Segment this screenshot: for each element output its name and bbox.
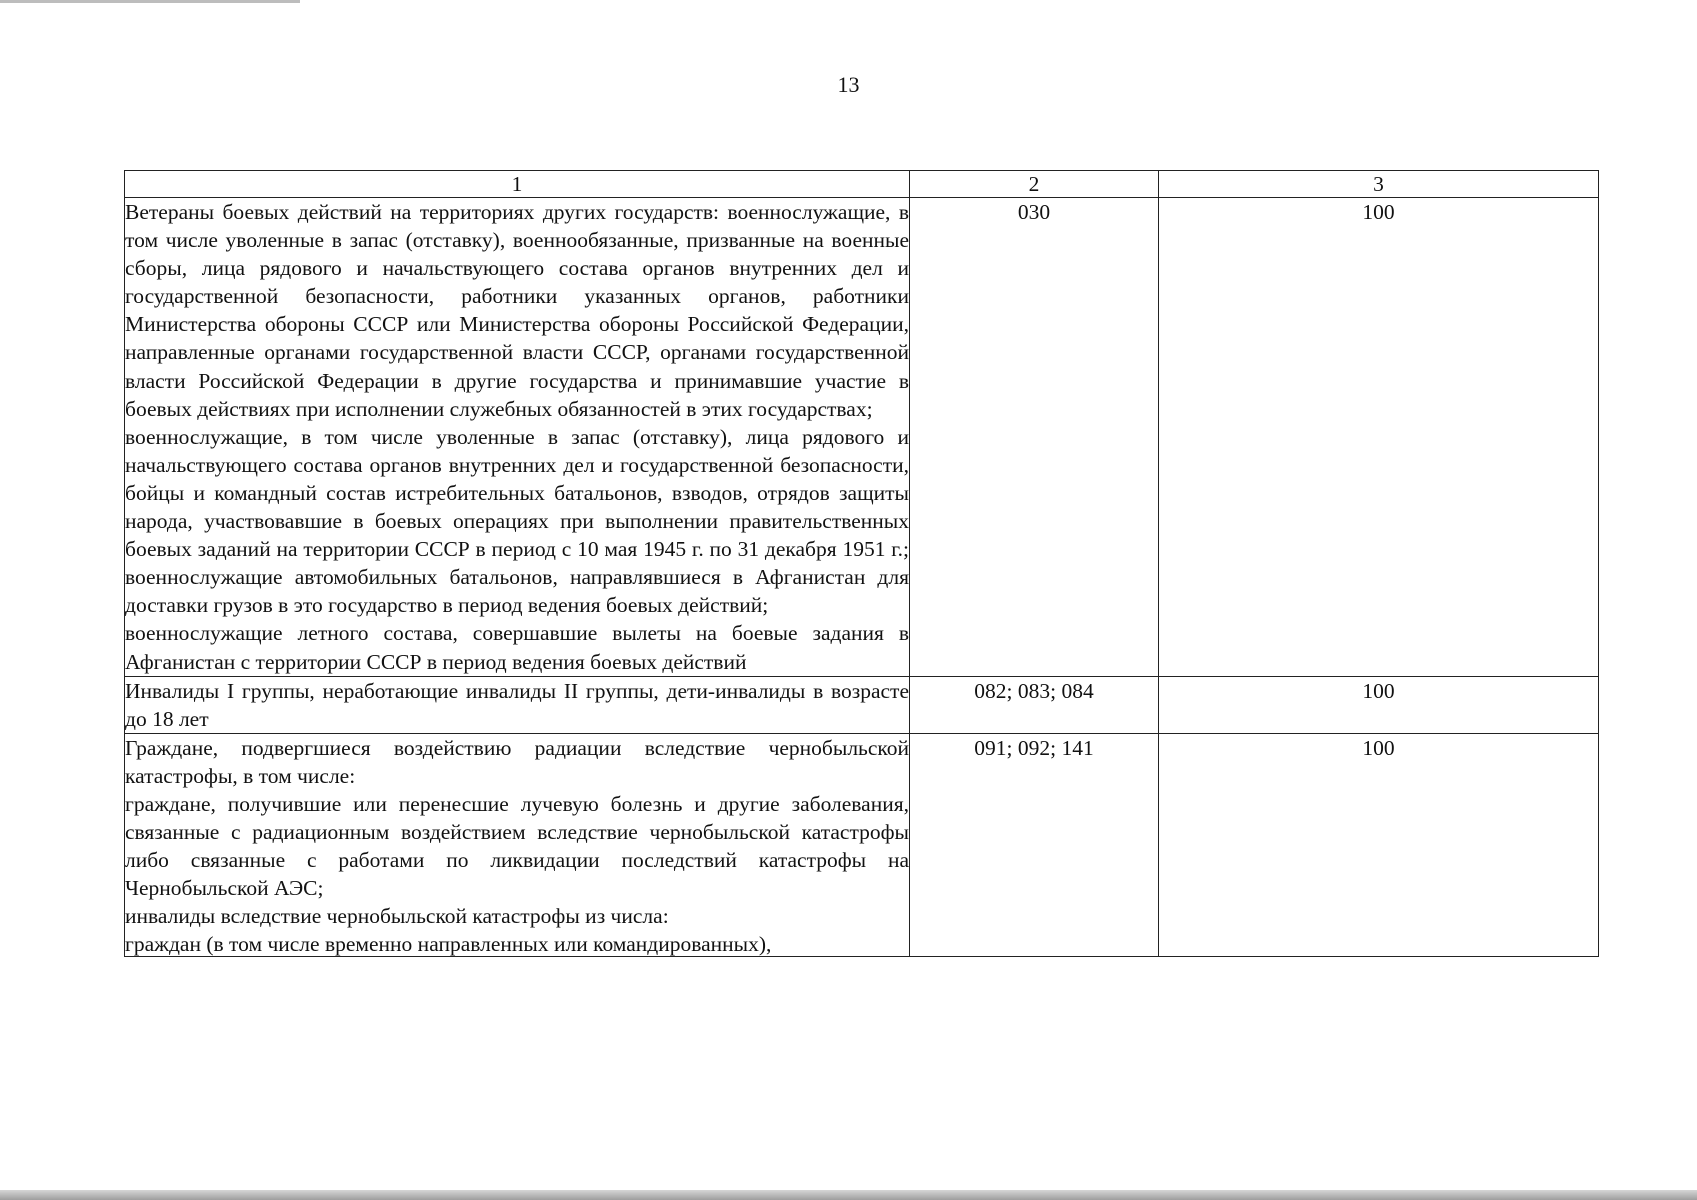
- scan-bottom-edge: [0, 1190, 1697, 1200]
- row-description: [125, 676, 910, 733]
- description-paragraph: Инвалиды I группы, неработающие инвалиды II группы, дети-инвалиды в возрасте до 18 лет: [125, 678, 909, 731]
- description-paragraph: Ветераны боевых действий на территориях других государств: военнослужащие, в том числе уволенные в запас (отставку), военнообязанные, призванные на военные сборы, лица рядового и начальствующего состава органов внутренних дел и государственной безопасности, работники указанных органов, работники Министерства обороны СССР или Министерства обороны Российской Федерации, направленные органами государственной власти СССР, органами государственной власти Российской Федерации в другие государства и принимавшие участие в боевых действиях при исполнении служебных обязанностей в этих государствах;: [125, 200, 909, 421]
- row-description: [125, 733, 910, 956]
- description-paragraph: Граждане, подвергшиеся воздействию радиации вследствие чернобыльской катастрофы, в том числе:: [125, 735, 909, 788]
- description-paragraph: инвалиды вследствие чернобыльской катастрофы из числа:: [125, 904, 669, 929]
- row-code: 082; 083; 084: [910, 676, 1159, 733]
- row-description: [125, 198, 910, 677]
- page-number: 13: [837, 72, 860, 97]
- description-paragraph: военнослужащие, в том числе уволенные в запас (отставку), лица рядового и начальствующего состава органов внутренних дел и государственной безопасности, бойцы и командный состав истребительных батальонов, взводов, отрядов защиты народа, участвовавшие в боевых операциях при выполнении правительственных боевых заданий на территории СССР в период с 10 мая 1945 г. по 31 декабря 1951 г.; военнослужащие автомобильных батальонов, направлявшиеся в Афганистан для доставки грузов в это государство в период ведения боевых действий;: [125, 424, 909, 618]
- header-col-1: 1: [125, 171, 910, 198]
- row-code: 091; 092; 141: [910, 733, 1159, 956]
- row-percent: 100: [1159, 198, 1599, 677]
- table-row-chernobyl: [125, 733, 1599, 956]
- description-clip: [125, 734, 909, 956]
- description-paragraph: военнослужащие летного состава, совершавшие вылеты на боевые задания в Афганистан с территории СССР в период ведения боевых действий: [125, 621, 909, 674]
- header-col-2: 2: [910, 171, 1159, 198]
- scan-top-edge: [0, 0, 300, 3]
- table-row-disabled: [125, 676, 1599, 733]
- benefits-table: [124, 170, 1599, 957]
- row-code: 030: [910, 198, 1159, 677]
- table-header-row: [125, 171, 1599, 198]
- header-col-3: 3: [1159, 171, 1599, 198]
- description-paragraph: граждане, получившие или перенесшие лучевую болезнь и другие заболевания, связанные с радиационным воздействием вследствие чернобыльской катастрофы либо связанные с работами по ликвидации последствий катастрофы на Чернобыльской АЭС;: [125, 791, 909, 901]
- description-paragraph: граждан (в том числе временно направленных или командированных),: [125, 932, 772, 956]
- table-row-veterans: [125, 198, 1599, 677]
- row-percent: 100: [1159, 676, 1599, 733]
- row-percent: 100: [1159, 733, 1599, 956]
